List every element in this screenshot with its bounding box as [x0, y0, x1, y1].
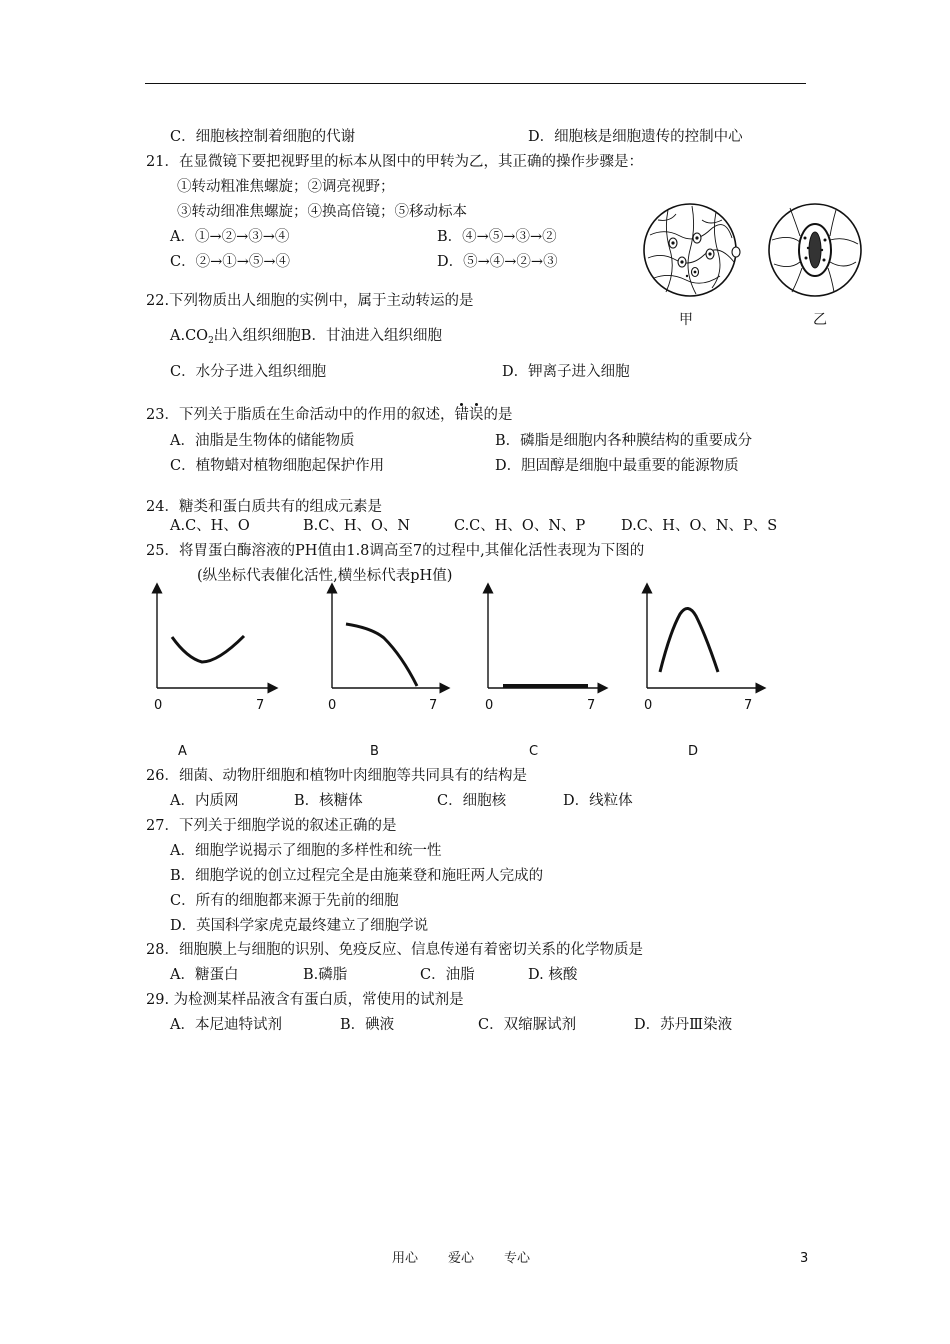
- graph-b: [328, 588, 445, 759]
- q26-option-b: B．核糖体: [294, 793, 363, 809]
- q22-stem: 22.下列物质出人细胞的实例中，属于主动转运的是: [146, 293, 474, 309]
- q26-option-a: A．内质网: [170, 793, 239, 809]
- fig-label-yi: 乙: [813, 312, 827, 328]
- q21-steps-line2: ③转动细准焦螺旋；④换高倍镜；⑤移动标本: [177, 204, 467, 220]
- graph-b-curve: [346, 624, 417, 686]
- q23-emphasis-2: [469, 407, 484, 423]
- q21-microscope-figure: [640, 200, 865, 335]
- q26-stem: 26．细菌、动物肝细胞和植物叶肉细胞等共同具有的结构是: [146, 768, 527, 784]
- q29-option-b: B．碘液: [340, 1017, 395, 1033]
- q23-option-c: C．植物蜡对植物细胞起保护作用: [170, 458, 385, 474]
- q20-option-d: D．细胞核是细胞遗传的控制中心: [528, 129, 743, 145]
- q24-option-d: D.C、H、O、N、P、S: [621, 518, 778, 534]
- graph-c-label: C: [529, 744, 539, 759]
- graph-d-x-zero: 0: [644, 698, 653, 713]
- q22-option-a-prefix: A.CO: [170, 328, 209, 344]
- q20-option-c: C．细胞核控制着细胞的代谢: [170, 129, 356, 145]
- q26-option-c: C．细胞核: [437, 793, 507, 809]
- q22-option-ab-rest: 出入组织细胞B．甘油进入组织细胞: [213, 328, 442, 344]
- q23-stem: [146, 406, 512, 424]
- graph-d: [644, 588, 761, 759]
- q26-option-d: D．线粒体: [563, 793, 633, 809]
- q29-option-c: C．双缩脲试剂: [478, 1017, 577, 1033]
- q25-graphs: [140, 580, 780, 765]
- graph-b-x-seven: 7: [429, 698, 438, 713]
- q22-option-c: C．水分子进入组织细胞: [170, 364, 327, 380]
- q22-subscript-2: 2: [208, 336, 214, 346]
- field-of-view-jia: [644, 204, 740, 296]
- q25-stem: 25．将胃蛋白酶溶液的PH值由1.8调高至7的过程中,其催化活性表现为下图的: [146, 543, 645, 559]
- q23-emphasis-1-text: 错: [454, 407, 469, 423]
- q21-stem: 21．在显微镜下要把视野里的标本从图中的甲转为乙，其正确的操作步骤是：: [146, 154, 643, 170]
- q21-option-d: D．⑤→④→②→③: [437, 254, 558, 270]
- q23-stem-pre: 23．下列关于脂质在生命活动中的作用的叙述，: [146, 407, 455, 423]
- graph-d-label: D: [688, 744, 699, 759]
- footer-motto-1: 用心: [392, 1251, 419, 1266]
- q22-option-ab: [170, 327, 442, 350]
- graph-d-x-seven: 7: [744, 698, 753, 713]
- fig-label-jia: 甲: [679, 312, 693, 328]
- footer-motto-2: 爱心: [448, 1251, 475, 1266]
- graph-a: [154, 588, 273, 759]
- graph-a-x-zero: 0: [154, 698, 163, 713]
- page-number: 3: [800, 1251, 809, 1266]
- q27-option-c: C．所有的细胞都来源于先前的细胞: [170, 893, 399, 909]
- q23-emphasis-1: [454, 407, 469, 423]
- graph-c-x-seven: 7: [587, 698, 596, 713]
- q27-stem: 27．下列关于细胞学说的叙述正确的是: [146, 818, 397, 834]
- q27-option-a: A．细胞学说揭示了细胞的多样性和统一性: [170, 843, 442, 859]
- q21-steps-line1: ①转动粗准焦螺旋；②调亮视野；: [177, 179, 395, 195]
- q23-option-d: D．胆固醇是细胞中最重要的能源物质: [495, 458, 739, 474]
- graph-d-curve: [660, 608, 718, 672]
- q23-stem-post: 的是: [483, 407, 513, 423]
- q24-option-b: B.C、H、O、N: [303, 518, 411, 534]
- q23-emphasis-2-text: 误: [468, 407, 484, 423]
- q27-option-d: D．英国科学家虎克最终建立了细胞学说: [170, 918, 429, 934]
- graph-a-label: A: [178, 744, 187, 759]
- q24-option-c: C.C、H、O、N、P: [454, 518, 586, 534]
- q21-option-b: B．④→⑤→③→②: [437, 229, 557, 245]
- footer-motto-3: 专心: [504, 1251, 531, 1266]
- q24-stem: 24．糖类和蛋白质共有的组成元素是: [146, 499, 382, 515]
- q28-option-c: C．油脂: [420, 967, 475, 983]
- q27-option-b: B．细胞学说的创立过程完全是由施莱登和施旺两人完成的: [170, 868, 544, 884]
- field-of-view-yi: [769, 204, 861, 296]
- q28-option-b: B.磷脂: [303, 967, 348, 983]
- header-rule: [145, 83, 806, 84]
- q29-stem: 29. 为检测某样品液含有蛋白质，常使用的试剂是: [146, 992, 464, 1008]
- graph-b-label: B: [370, 744, 379, 759]
- q29-option-a: A．本尼迪特试剂: [170, 1017, 282, 1033]
- graph-a-curve: [172, 636, 244, 662]
- q29-option-d: D．苏丹Ⅲ染液: [634, 1017, 733, 1033]
- q24-option-a: A.C、H、O: [170, 518, 250, 534]
- q21-option-a: A．①→②→③→④: [170, 229, 290, 245]
- q28-stem: 28．细胞膜上与细胞的识别、免疫反应、信息传递有着密切关系的化学物质是: [146, 942, 643, 958]
- q28-option-d: D. 核酸: [528, 967, 578, 983]
- graph-c-x-zero: 0: [485, 698, 494, 713]
- q22-option-d: D．钾离子进入细胞: [502, 364, 630, 380]
- q23-option-b: B．磷脂是细胞内各种膜结构的重要成分: [495, 433, 753, 449]
- q23-option-a: A．油脂是生物体的储能物质: [170, 433, 355, 449]
- q21-option-c: C．②→①→⑤→④: [170, 254, 291, 270]
- graph-b-x-zero: 0: [328, 698, 337, 713]
- q25-note: (纵坐标代表催化活性,横坐标代表pH值): [197, 568, 453, 584]
- q28-option-a: A．糖蛋白: [170, 967, 239, 983]
- graph-c: [485, 588, 603, 759]
- graph-a-x-seven: 7: [256, 698, 265, 713]
